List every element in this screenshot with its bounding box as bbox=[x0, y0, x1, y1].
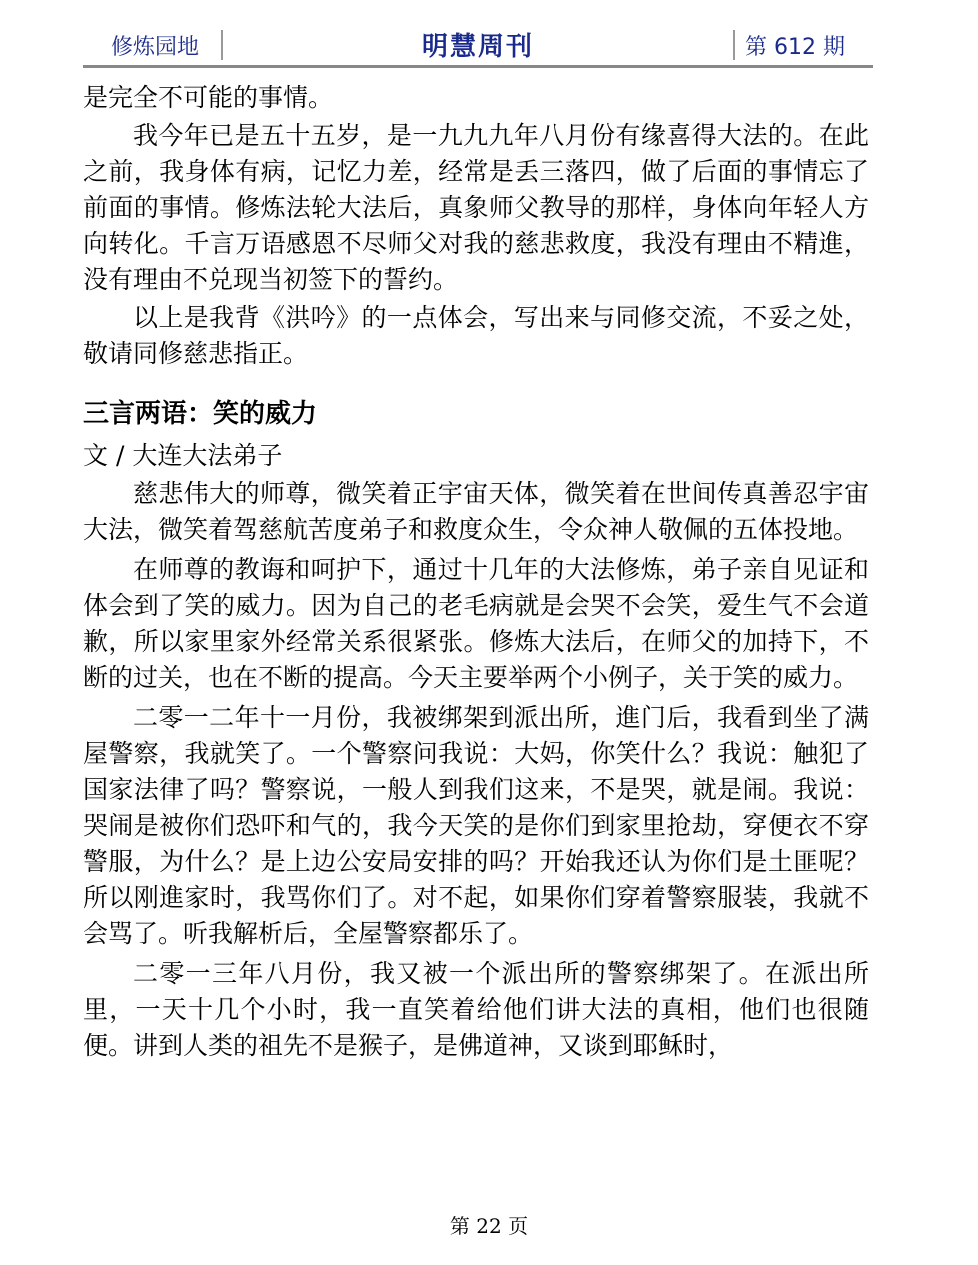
paragraph: 二零一二年十一月份，我被绑架到派出所，進门后，我看到坐了满屋警察，我就笑了。一个警察问我说：大妈，你笑什么？我说：触犯了国家法律了吗？警察说，一般人到我们这来，不是哭，就是闹。我说：哭闹是被你们恐吓和气的，我今天笑的是你们到家里抢劫，穿便衣不穿警服，为什么？是上边公安局安排的吗？开始我还认为你们是土匪呢？所以刚進家时，我骂你们了。对不起，如果你们穿着警察服装，我就不会骂了。听我解析后，全屋警察都乐了。 bbox=[83, 703, 869, 948]
header-rule bbox=[83, 65, 873, 68]
section-label: 修炼园地 bbox=[111, 35, 200, 60]
page-content bbox=[83, 80, 869, 1064]
page-number: 第 22 页 bbox=[449, 1214, 529, 1238]
article-title: 三言两语：笑的威力 bbox=[83, 399, 318, 429]
article-byline: 文 / 大连大法弟子 bbox=[83, 441, 283, 470]
header-divider bbox=[733, 30, 735, 60]
paragraph: 慈悲伟大的师尊，微笑着正宇宙天体，微笑着在世间传真善忍宇宙大法，微笑着驾慈航苦度弟子和救度众生，令众神人敬佩的五体投地。 bbox=[83, 479, 869, 544]
paragraph: 在师尊的教诲和呵护下，通过十几年的大法修炼，弟子亲自见证和体会到了笑的威力。因为自己的老毛病就是会哭不会笑，爱生气不会道歉，所以家里家外经常关系很紧张。修炼大法后，在师父的加持下，不断的过关，也在不断的提高。今天主要举两个小例子，关于笑的威力。 bbox=[83, 555, 869, 692]
publication-title: 明慧周刊 bbox=[421, 32, 534, 62]
issue-number: 第 612 期 bbox=[745, 35, 845, 60]
page-header bbox=[83, 22, 873, 68]
paragraph: 我今年已是五十五岁，是一九九九年八月份有缘喜得大法的。在此之前，我身体有病，记忆力差，经常是丢三落四，做了后面的事情忘了前面的事情。修炼法轮大法后，真象师父教导的那样，身体向年轻人方向转化。千言万语感恩不尽师父对我的慈悲救度，我没有理由不精進，没有理由不兑现当初签下的誓约。 bbox=[83, 121, 869, 294]
paragraph: 以上是我背《洪吟》的一点体会，写出来与同修交流，不妥之处，敬请同修慈悲指正。 bbox=[83, 303, 869, 368]
continuation-text: 是完全不可能的事情。 bbox=[83, 83, 334, 112]
paragraph: 二零一三年八月份，我又被一个派出所的警察绑架了。在派出所里，一天十几个小时，我一直笑着给他们讲大法的真相，他们也很随便。讲到人类的祖先不是猴子，是佛道神，又谈到耶稣时， bbox=[83, 959, 869, 1060]
